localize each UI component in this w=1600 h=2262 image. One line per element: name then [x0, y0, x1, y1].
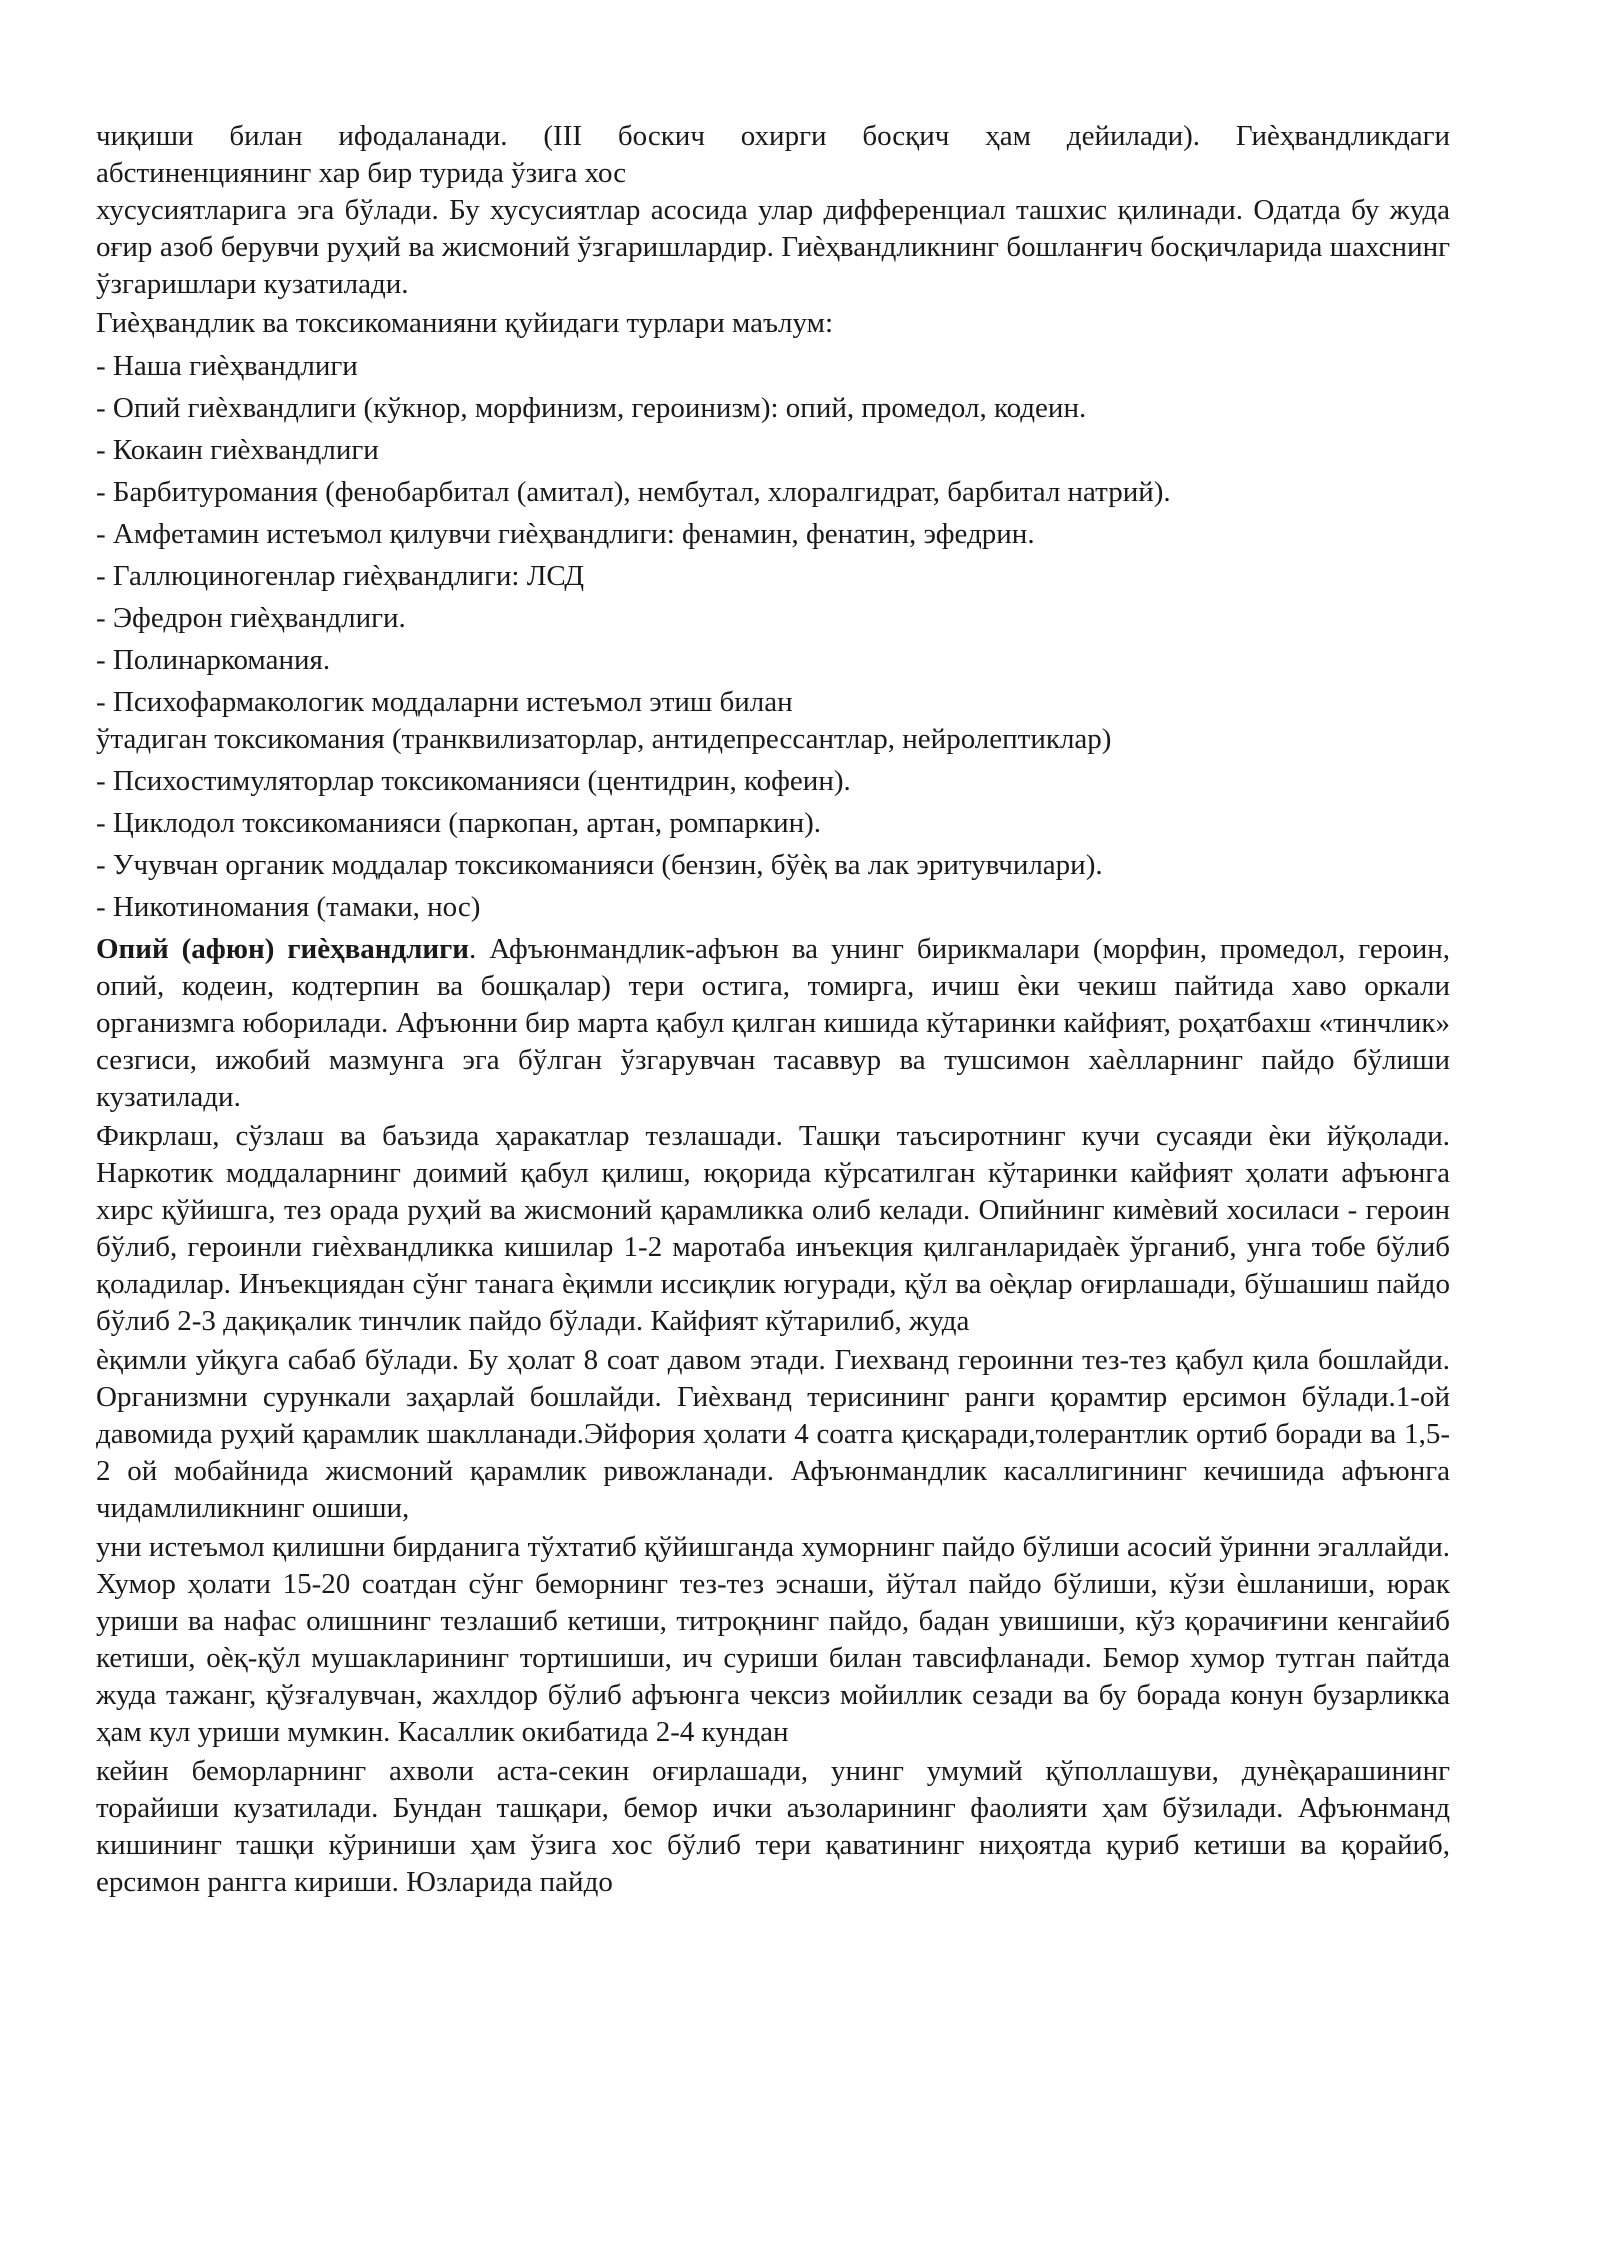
intro-line-1: чиқиши билан ифодаланади. (III боскич охирги босқич ҳам дейилади). Гиѐҳвандликдаги: [96, 120, 1450, 152]
list-item: - Барбитуромания (фенобарбитал (амитал), нембутал, хлоралгидрат, барбитал натрий).: [96, 476, 1171, 508]
list-item: - Полинаркомания.: [96, 644, 331, 676]
types-heading: Гиѐҳвандлик ва токсикоманияни қуйидаги турлари маълум:: [96, 307, 834, 339]
intro-paragraph: хусусиятларига эга бўлади. Бу хусусиятлар асосида улар дифференциал ташхис қилинади. Одатда бу жуда оғир азоб берувчи руҳий ва жисмоний ўзгаришлардир. Гиѐҳвандликнинг бошланғич босқичларида шахснинг ўзгаришлари кузатилади.: [96, 194, 1450, 300]
list-item: - Учувчан органик моддалар токсикоманияси (бензин, бўѐқ ва лак эритувчилари).: [96, 849, 1103, 881]
list-item: - Галлюциногенлар гиѐҳвандлиги: ЛСД: [96, 560, 585, 592]
opium-paragraph-3: ѐқимли уйқуга сабаб бўлади. Бу ҳолат 8 соат давом этади. Гиехванд героинни тез-тез қабул қила бошлайди. Организмни сурункали заҳарлай бошлайди. Гиѐхванд терисининг ранги қорамтир ерсимон бўлади.1-ой давомида руҳий қарамлик шаклланади.Эйфория ҳолати 4 соатга қисқаради,толерантлик ортиб боради ва 1,5-2 ой мобайнида жисмоний қарамлик ривожланади. Афъюнмандлик касаллигининг кечишида афъюнга чидамлиликнинг ошиши,: [96, 1344, 1450, 1524]
list-item: - Кокаин гиѐхвандлиги: [96, 434, 379, 466]
list-item: - Опий гиѐхвандлиги (кўкнор, морфинизм, героинизм): опий, промедол, кодеин.: [96, 392, 1087, 424]
list-item: - Циклодол токсикоманияси (паркопан, артан, ромпаркин).: [96, 807, 822, 839]
list-item: - Никотиномания (тамаки, нос): [96, 891, 481, 923]
opium-paragraph-2: Фикрлаш, сўзлаш ва баъзида ҳаракатлар тезлашади. Ташқи таъсиротнинг кучи сусаяди ѐки йўқолади. Наркотик моддаларнинг доимий қабул қилиш, юқорида кўрсатилган кўтаринки кайфият ҳолати афъюнга хирс қўйишга, тез орада руҳий ва жисмоний қарамликка олиб келади. Опийнинг кимѐвий хосиласи - героин бўлиб, героинли гиѐхвандликка кишилар 1-2 маротаба инъекция қилганларидаѐк ўрганиб, унга тобе бўлиб қоладилар. Инъекциядан сўнг танага ѐқимли иссиқлик югуради, қўл ва оѐқлар оғирлашади, бўшашиш пайдо бўлиб 2-3 дақиқалик тинчлик пайдо бўлади. Кайфият кўтарилиб, жуда: [96, 1120, 1450, 1337]
list-item: - Психостимуляторлар токсикоманияси (центидрин, кофеин).: [96, 765, 851, 797]
list-item: - Психофармакологик моддаларни истеъмол этиш билан: [96, 686, 793, 718]
list-item: - Наша гиѐҳвандлиги: [96, 350, 358, 382]
list-item: ўтадиган токсикомания (транквилизаторлар, антидепрессантлар, нейролептиклар): [96, 723, 1112, 755]
opium-paragraph-5: кейин беморларнинг ахволи аста-секин оғирлашади, унинг умумий қўполлашуви, дунѐқарашининг торайиши кузатилади. Бундан ташқари, бемор ички аъзоларининг фаолияти ҳам бўзилади. Афъюнманд кишининг ташқи кўриниши ҳам ўзига хос бўлиб тери қаватининг ниҳоятда қуриб кетиши ва қорайиб, ерсимон рангга кириши. Юзларида пайдо: [96, 1755, 1450, 1898]
opium-section-heading: Опий (афюн) гиѐҳвандлиги: [96, 933, 469, 965]
opium-paragraph-4: уни истеъмол қилишни бирданига тўхтатиб қўйишганда хуморнинг пайдо бўлиши асосий ўринни эгаллайди. Хумор ҳолати 15-20 соатдан сўнг беморнинг тез-тез эснаши, йўтал пайдо бўлиши, кўзи ѐшланиши, юрак уриши ва нафас олишнинг тезлашиб кетиши, титроқнинг пайдо, бадан увишиши, кўз қорачиғини кенгайиб кетиши, оѐқ-қўл мушакларининг тортишиши, ич суриши билан тавсифланади. Бемор хумор тутган пайтда жуда тажанг, қўзғалувчан, жахлдор бўлиб афъюнга чексиз мойиллик сезади ва бу борада конун бузарликка ҳам кул уриши мумкин. Касаллик окибатида 2-4 кундан: [96, 1531, 1450, 1748]
intro-line-2: абстиненциянинг хар бир турида ўзига хос: [96, 157, 627, 189]
opium-paragraph-1-text: . Афъюнмандлик-афъюн ва унинг бирикмалари (морфин, промедол, героин, опий, кодеин, кодтерпин ва бошқалар) тери остига, томирга, ичиш ѐки чекиш пайтида хаво оркали организмга юборилади. Афъюнни бир марта қабул қилган кишида кўтаринки кайфият, роҳатбахш «тинчлик» сезгиси, ижобий мазмунга эга бўлган ўзгарувчан тасаввур ва тушсимон хаѐлларнинг пайдо бўлиши кузатилади.: [96, 933, 1450, 1113]
list-item: - Эфедрон гиѐҳвандлиги.: [96, 602, 406, 634]
list-item: - Амфетамин истеъмол қилувчи гиѐҳвандлиги: фенамин, фенатин, эфедрин.: [96, 518, 1035, 550]
types-list: [96, 348, 1450, 926]
opium-paragraph-1: [96, 931, 1450, 1116]
